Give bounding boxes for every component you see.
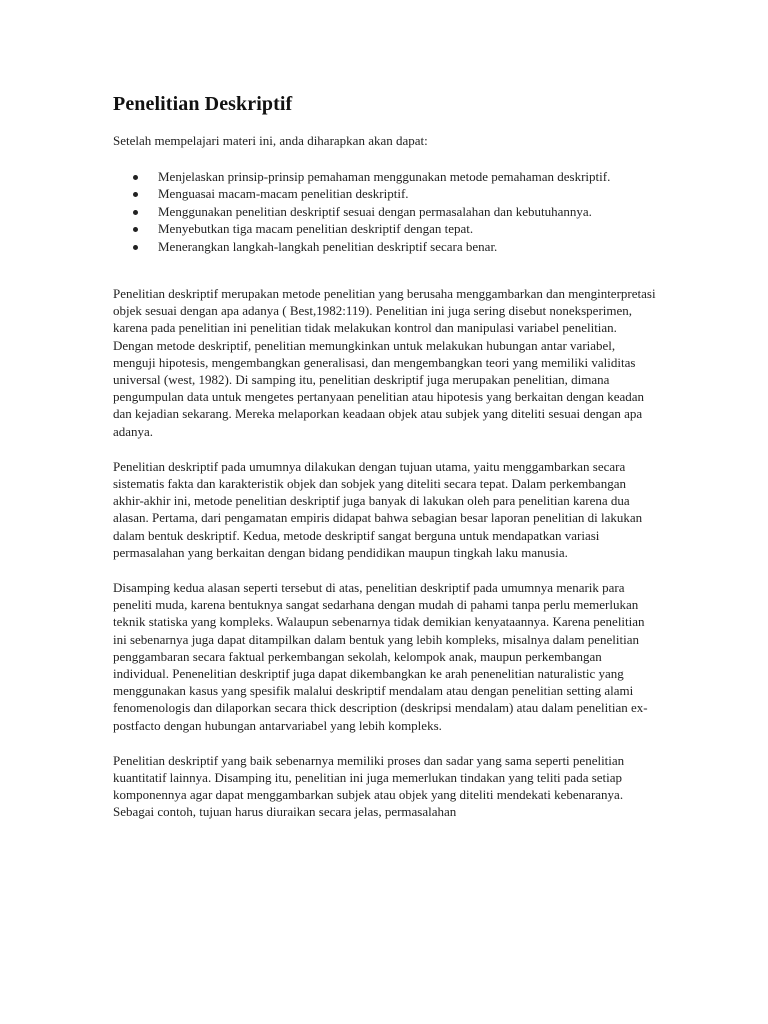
bullet-icon <box>133 227 138 232</box>
objective-item <box>113 220 658 238</box>
bullet-icon <box>133 175 138 180</box>
objective-text: Menggunakan penelitian deskriptif sesuai dengan permasalahan dan kebutuhannya. <box>158 203 592 219</box>
objective-item <box>113 168 658 186</box>
intro-text: Setelah mempelajari materi ini, anda diharapkan akan dapat: <box>113 133 428 148</box>
body-paragraph: Disamping kedua alasan seperti tersebut di atas, penelitian deskriptif pada umumnya menarik para peneliti muda, karena bentuknya sangat sedarhana dengan mudah di pahami tanpa perlu memerlukan teknik statiska yang kompleks. Walaupun sebenarnya tidak demikian kenyataannya. Karena penelitian ini sebenarnya juga dapat ditampilkan dalam bentuk yang lebih kompleks, misalnya dalam penelitian penggambaran secara faktual perkembangan sekolah, kelompok anak, maupun perkembangan individual. Penenelitian deskriptif juga dapat dikembangkan ke arah penenelitian naturalistic yang menggunakan kasus yang spesifik malalui deskriptif mendalam atau dengan penelitian setting alami fenomenologis dan dilaporkan secara thick description (deskripsi mendalam) atau dalam penelitian ex-postfacto dengan hubungan antarvariabel yang lebih kompleks. <box>113 580 648 733</box>
document-page <box>113 90 658 839</box>
bullet-icon <box>133 245 138 250</box>
objective-text: Menjelaskan prinsip-prinsip pemahaman menggunakan metode pemahaman deskriptif. <box>158 168 611 184</box>
objective-item <box>113 185 658 203</box>
body-paragraph: Penelitian deskriptif yang baik sebenarnya memiliki proses dan sadar yang sama seperti penelitian kuantitatif lainnya. Disamping itu, penelitian ini juga memerlukan tindakan yang teliti pada setiap komponennya agar dapat menggambarkan subjek atau objek yang diteliti mendekati kebenaranya. Sebagai contoh, tujuan harus diuraikan secara jelas, permasalahan <box>113 752 625 820</box>
objective-item <box>113 238 658 256</box>
document-title: Penelitian Deskriptif <box>113 93 293 115</box>
objective-text: Menguasai macam-macam penelitian deskriptif. <box>158 186 409 201</box>
bullet-icon <box>133 210 138 215</box>
body-paragraph: Penelitian deskriptif merupakan metode penelitian yang berusaha menggambarkan dan menginterpretasi objek sesuai dengan apa adanya ( Best,1982:119). Penelitian ini juga sering disebut noneksperimen, karena pada penelitian ini penelitian tidak melakukan kontrol dan manipulasi variabel penelitian. Dengan metode deskriptif, penelitian memungkinkan untuk melakukan hubungan antar variabel, menguji hipotesis, mengembangkan generalisasi, dan mengembangkan teori yang memiliki validitas universal (west, 1982). Di samping itu, penelitian deskriptif juga merupakan penelitian, dimana pengumpulan data untuk mengetes pertanyaan penelitian atau hipotesis yang berkaitan dengan keadan dan kejadian sekarang. Mereka melaporkan keadaan objek atau subjek yang diteliti sesuai dengan apa adanya. <box>113 286 656 439</box>
objective-text: Menyebutkan tiga macam penelitian deskriptif dengan tepat. <box>158 221 474 236</box>
body-paragraph: Penelitian deskriptif pada umumnya dilakukan dengan tujuan utama, yaitu menggambarkan secara sistematis fakta dan karakteristik objek dan sobjek yang diteliti secara tepat. Dalam perkembangan akhir-akhir ini, metode penelitian deskriptif juga banyak di lakukan oleh para penelitian karena dua alasan. Pertama, dari pengamatan empiris didapat bahwa sebagian besar laporan penelitian di lakukan dalam bentuk deskriptif. Kedua, metode deskriptif sangat berguna untuk mendapatkan variasi permasalahan yang berkaitan dengan bidang pendidikan maupun tingkah laku manusia. <box>113 458 643 560</box>
objectives-list <box>113 168 658 256</box>
objective-item <box>113 203 658 221</box>
bullet-icon <box>133 192 138 197</box>
objective-text: Menerangkan langkah-langkah penelitian deskriptif secara benar. <box>158 238 498 254</box>
